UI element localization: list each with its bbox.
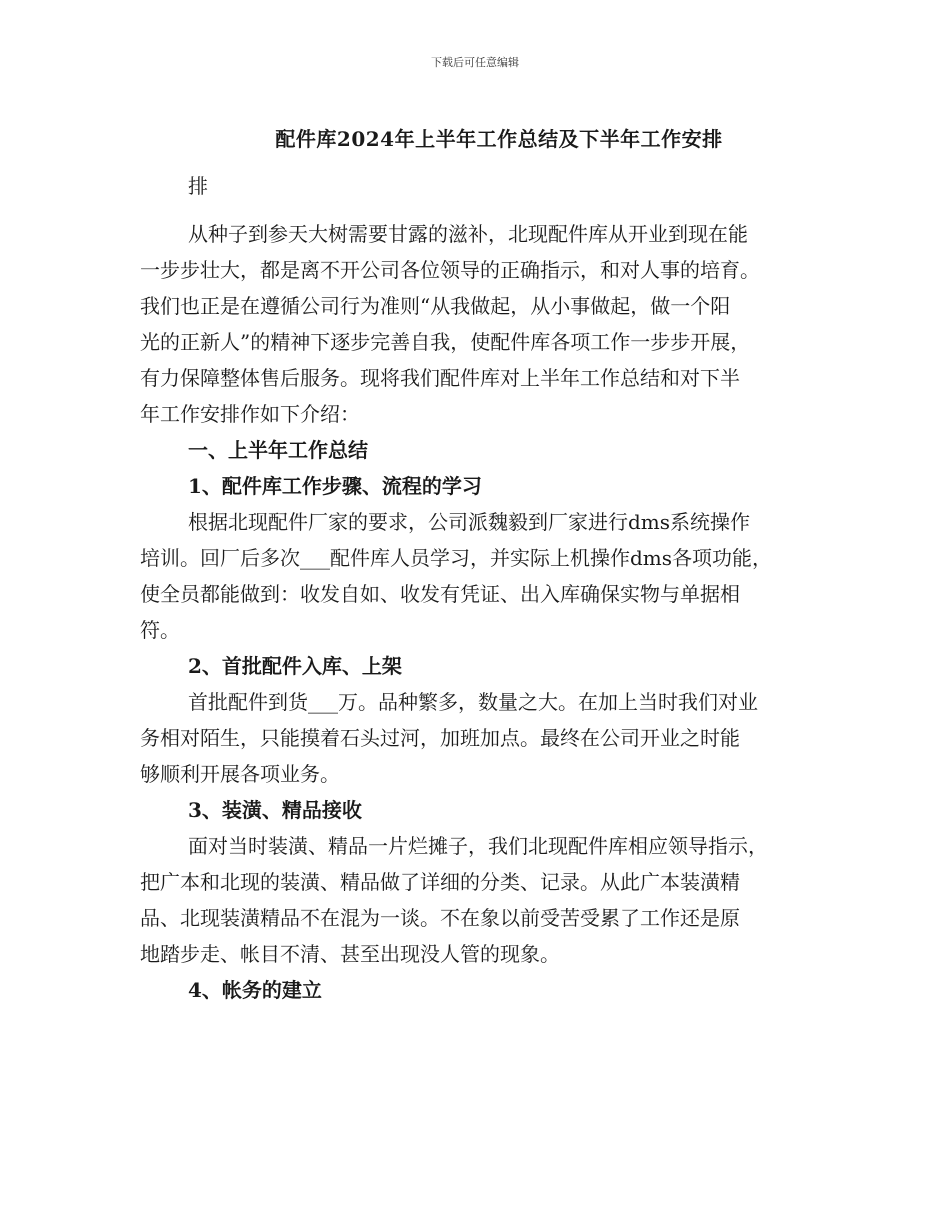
intro-line: 我们也正是在遵循公司行为准则“从我做起，从小事做起，做一个阳	[140, 294, 731, 318]
paragraph-line: 面对当时装潢、精品一片烂摊子，我们北现配件库相应领导指示，	[188, 834, 768, 858]
section-heading: 一、上半年工作总结	[188, 438, 368, 462]
paragraph-line: 培训。回厂后多次___配件库人员学习，并实际上机操作dms各项功能，	[140, 546, 773, 570]
subsection-heading-1: 1、配件库工作步骤、流程的学习	[188, 474, 482, 498]
paragraph-line: 使全员都能做到：收发自如、收发有凭证、出入库确保实物与单据相	[140, 582, 740, 606]
paragraph-line: 地踏步走、帐目不清、甚至出现没人管的现象。	[140, 942, 560, 966]
header-note: 下载后可任意编辑	[431, 56, 519, 69]
paragraph-line: 务相对陌生，只能摸着石头过河，加班加点。最终在公司开业之时能	[140, 726, 740, 750]
subsection-heading-4: 4、帐务的建立	[188, 978, 322, 1002]
document-body	[140, 168, 810, 1008]
paragraph-line: 首批配件到货___万。品种繁多，数量之大。在加上当时我们对业	[188, 690, 758, 714]
paragraph-line: 品、北现装潢精品不在混为一谈。不在象以前受苦受累了工作还是原	[140, 906, 740, 930]
intro-line: 一步步壮大，都是离不开公司各位领导的正确指示，和对人事的培育。	[140, 258, 760, 282]
paragraph-line: 根据北现配件厂家的要求，公司派魏毅到厂家进行dms系统操作	[188, 510, 751, 534]
document-title: 配件库2024年上半年工作总结及下半年工作安排	[275, 127, 723, 151]
intro-line: 年工作安排作如下介绍：	[140, 402, 360, 426]
stray-character: 排	[188, 174, 208, 198]
paragraph-line: 把广本和北现的装潢、精品做了详细的分类、记录。从此广本装潢精	[140, 870, 740, 894]
intro-line: 光的正新人”的精神下逐步完善自我，使配件库各项工作一步步开展，	[140, 330, 751, 354]
intro-line: 从种子到参天大树需要甘露的滋补，北现配件库从开业到现在能	[188, 222, 748, 246]
paragraph-line: 符。	[140, 618, 180, 642]
subsection-heading-3: 3、装潢、精品接收	[188, 798, 362, 822]
intro-line: 有力保障整体售后服务。现将我们配件库对上半年工作总结和对下半	[140, 366, 740, 390]
paragraph-line: 够顺利开展各项业务。	[140, 762, 340, 786]
subsection-heading-2: 2、首批配件入库、上架	[188, 654, 402, 678]
